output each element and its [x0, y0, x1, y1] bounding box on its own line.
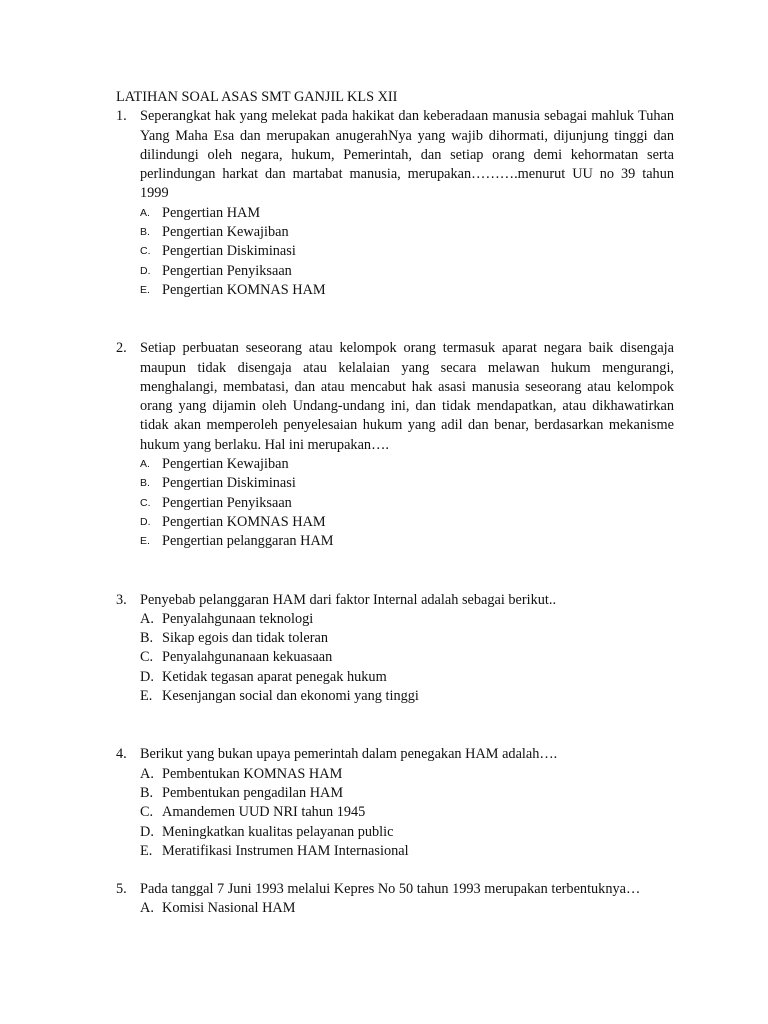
option-text: Pembentukan KOMNAS HAM: [162, 765, 343, 782]
option-text: Meratifikasi Instrumen HAM Internasional: [162, 842, 409, 859]
option-text: Pengertian Diskiminasi: [162, 243, 296, 260]
option-list: [140, 610, 674, 706]
option-letter: B.: [140, 226, 150, 239]
option-item: [140, 494, 674, 513]
option-text: Komisi Nasional HAM: [162, 900, 296, 917]
option-text: Pengertian pelanggaran HAM: [162, 533, 334, 550]
question-text: Berikut yang bukan upaya pemerintah dalam penegakan HAM adalah….: [140, 746, 558, 763]
question-text: Seperangkat hak yang melekat pada hakikat dan keberadaan manusia sebagai mahluk Tuhan Yang Maha Esa dan merupakan anugerahNya yang wajib dihormati, dijunjung tinggi dan dilindungi oleh negara, hukum, Pemerintah, dan setiap orang demi kehormatan serta perlindungan harkat dan martabat manusia, merupakan……….menurut UU no 39 tahun 1999: [140, 108, 674, 202]
option-item: [140, 262, 674, 281]
question-number: 4.: [116, 746, 127, 763]
option-item: [140, 648, 674, 667]
option-text: Pengertian Diskiminasi: [162, 475, 296, 492]
option-letter: E.: [140, 535, 150, 548]
option-item: [140, 823, 674, 842]
option-letter: D.: [140, 668, 154, 685]
option-letter: D.: [140, 823, 154, 840]
option-item: [140, 842, 674, 861]
option-item: [140, 281, 674, 300]
question-text: Penyebab pelanggaran HAM dari faktor Internal adalah sebagai berikut..: [140, 591, 557, 608]
option-letter: D.: [140, 264, 151, 277]
spacer: [116, 706, 674, 745]
option-letter: A.: [140, 206, 150, 219]
option-item: [140, 803, 674, 822]
question-2: [116, 339, 674, 551]
question-1: [116, 107, 674, 300]
option-letter: E.: [140, 842, 153, 859]
option-letter: E.: [140, 283, 150, 296]
option-item: [140, 474, 674, 493]
option-list: [140, 455, 674, 551]
option-letter: B.: [140, 630, 154, 647]
question-number: 5.: [116, 881, 127, 898]
spacer: [116, 861, 674, 880]
option-text: Pembentukan pengadilan HAM: [162, 784, 344, 801]
option-letter: B.: [140, 784, 154, 801]
option-text: Pengertian KOMNAS HAM: [162, 513, 326, 530]
option-item: [140, 899, 674, 918]
option-item: [140, 204, 674, 223]
option-item: [140, 784, 674, 803]
option-list: [140, 765, 674, 861]
option-item: [140, 765, 674, 784]
option-list: [140, 204, 674, 300]
option-text: Penyalahgunanaan kekuasaan: [162, 649, 333, 666]
document-page: [116, 88, 674, 919]
option-text: Amandemen UUD NRI tahun 1945: [162, 804, 366, 821]
option-text: Ketidak tegasan aparat penegak hukum: [162, 668, 387, 685]
question-number: 1.: [116, 108, 127, 125]
question-5: [116, 880, 674, 919]
option-item: [140, 610, 674, 629]
option-text: Pengertian KOMNAS HAM: [162, 281, 326, 298]
document-title: LATIHAN SOAL ASAS SMT GANJIL KLS XII: [116, 89, 398, 105]
question-4: [116, 745, 674, 861]
option-item: [140, 223, 674, 242]
question-text: Setiap perbuatan seseorang atau kelompok orang termasuk aparat negara baik disengaja maupun tidak disengaja atau kelalaian yang secara melawan hukum mengurangi, menghalangi, membatasi, dan atau mencabut hak asasi manusia seseorang atau kelompok orang yang dijamin oleh Undang-undang ini, dan tidak mendapatkan, atau dikhawatirkan tidak akan memperoleh penyelesaian hukum yang adil dan benar, berdasarkan mekanisme hukum yang berlaku. Hal ini merupakan….: [140, 340, 674, 453]
option-letter: C.: [140, 245, 151, 258]
option-item: [140, 513, 674, 532]
option-text: Pengertian HAM: [162, 204, 261, 221]
option-item: [140, 242, 674, 261]
option-item: [140, 687, 674, 706]
option-text: Pengertian Kewajiban: [162, 456, 289, 473]
option-letter: D.: [140, 515, 151, 528]
option-text: Sikap egois dan tidak toleran: [162, 630, 328, 647]
question-3: [116, 591, 674, 707]
option-letter: A.: [140, 765, 154, 782]
option-text: Kesenjangan social dan ekonomi yang tinggi: [162, 688, 419, 705]
option-text: Pengertian Kewajiban: [162, 224, 289, 241]
option-letter: C.: [140, 496, 151, 509]
option-item: [140, 629, 674, 648]
option-letter: C.: [140, 649, 154, 666]
option-letter: A.: [140, 610, 154, 627]
spacer: [116, 300, 674, 339]
option-text: Penyalahgunaan teknologi: [162, 610, 314, 627]
option-item: [140, 668, 674, 687]
option-item: [140, 455, 674, 474]
option-letter: B.: [140, 477, 150, 490]
option-text: Pengertian Penyiksaan: [162, 494, 292, 511]
option-letter: A.: [140, 458, 150, 471]
option-text: Meningkatkan kualitas pelayanan public: [162, 823, 394, 840]
question-text: Pada tanggal 7 Juni 1993 melalui Kepres No 50 tahun 1993 merupakan terbentuknya…: [140, 881, 641, 898]
option-list: [140, 899, 674, 918]
option-item: [140, 532, 674, 551]
question-number: 3.: [116, 591, 127, 608]
option-letter: E.: [140, 688, 153, 705]
option-letter: C.: [140, 804, 154, 821]
option-letter: A.: [140, 900, 154, 917]
question-number: 2.: [116, 340, 127, 357]
spacer: [116, 552, 674, 591]
option-text: Pengertian Penyiksaan: [162, 262, 292, 279]
